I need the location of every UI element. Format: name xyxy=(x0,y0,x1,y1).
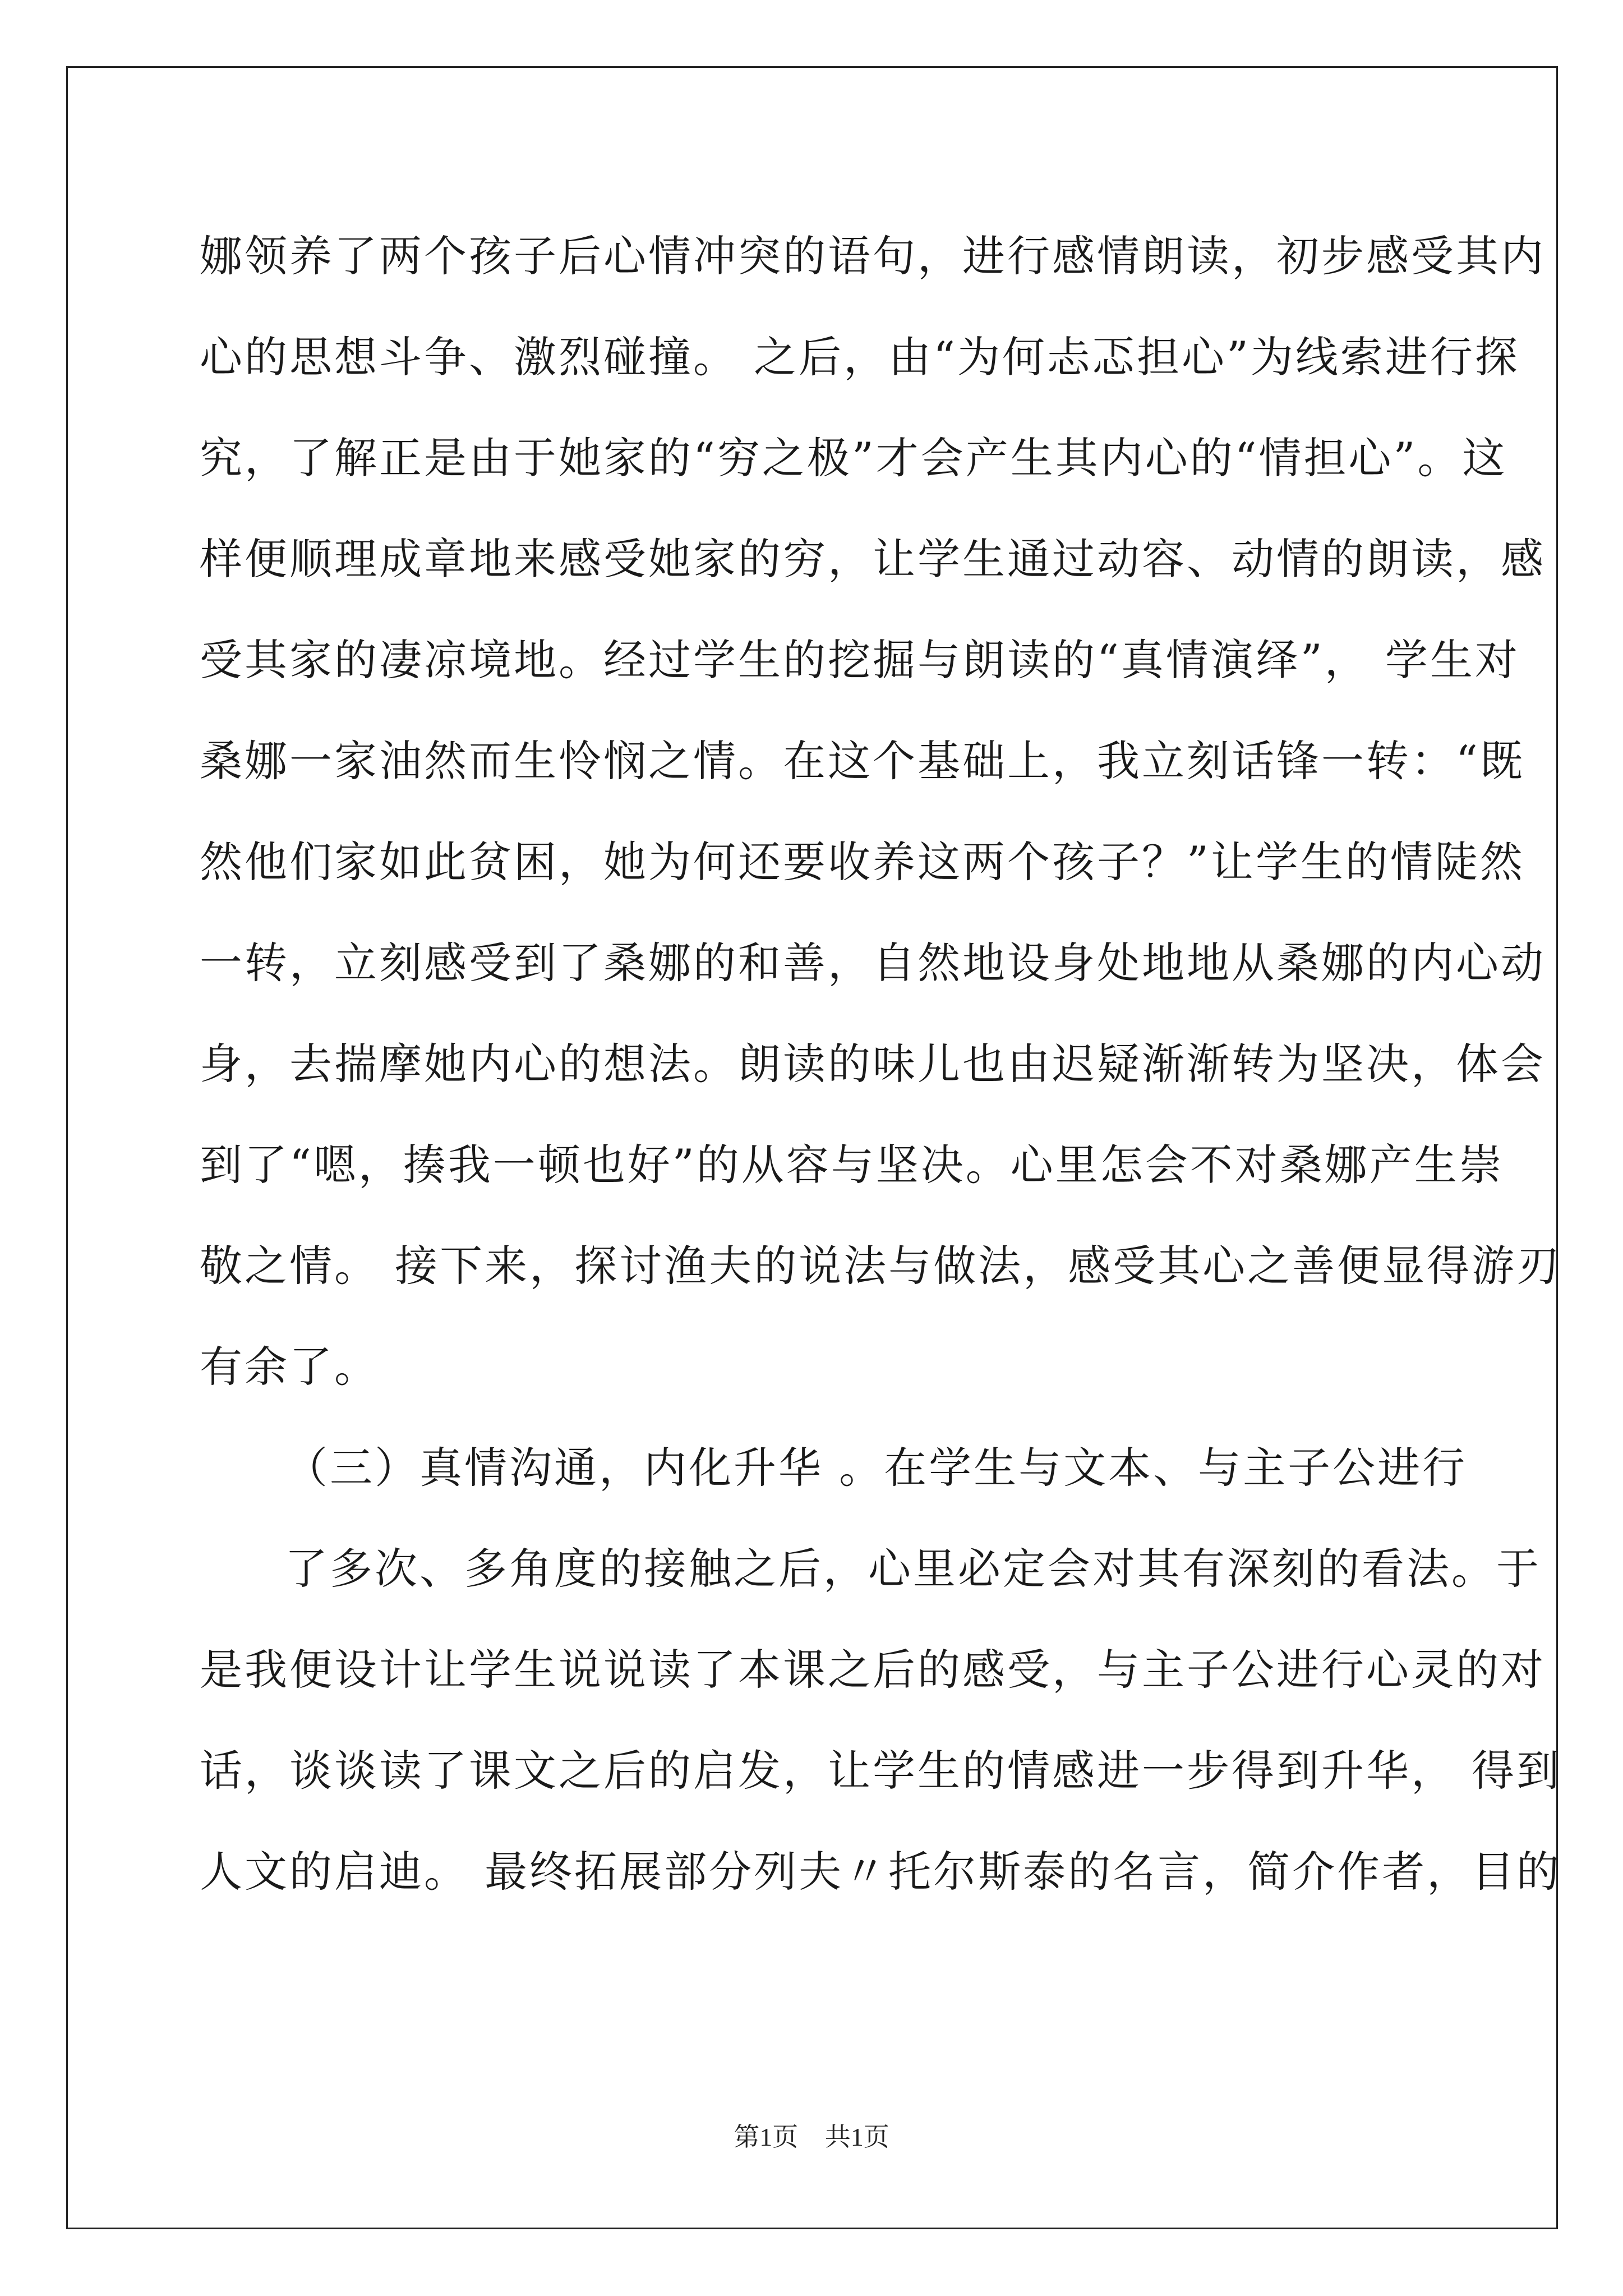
paragraph-line: 受其家的凄凉境地。经过学生的挖掘与朗读的“真情演绎”， 学生对 xyxy=(200,635,1520,685)
paragraph-line: 然他们家如此贫困，她为何还要收养这两个孩子？”让学生的情陡然 xyxy=(200,837,1525,887)
paragraph-line: 人文的启迪。 最终拓展部分列夫〃托尔斯泰的名言，简介作者，目的 xyxy=(200,1847,1562,1897)
paragraph-line: 敬之情。 接下来，探讨渔夫的说法与做法，感受其心之善便显得游刃 xyxy=(200,1241,1562,1291)
paragraph-line: 有余了。 xyxy=(200,1342,379,1392)
paragraph-line: 话，谈谈读了课文之后的启发，让学生的情感进一步得到升华， 得到 xyxy=(200,1746,1562,1796)
page-footer xyxy=(0,2120,1623,2154)
paragraph-line: 样便顺理成章地来感受她家的穷，让学生通过动容、动情的朗读，感 xyxy=(200,534,1546,584)
paragraph-line: 了多次、多角度的接触之后，心里必定会对其有深刻的看法。于 xyxy=(285,1544,1541,1594)
paragraph-line: 桑娜一家油然而生怜悯之情。在这个基础上，我立刻话锋一转：“既 xyxy=(200,736,1525,786)
paragraph-line: 身，去揣摩她内心的想法。朗读的味儿也由迟疑渐渐转为坚决，体会 xyxy=(200,1039,1546,1089)
paragraph-line: 心的思想斗争、激烈碰撞。 之后，由“为何忐忑担心”为线索进行探 xyxy=(200,332,1520,382)
paragraph-line: 究，了解正是由于她家的“穷之极”才会产生其内心的“情担心”。这 xyxy=(200,433,1507,483)
page-number: 第1页 xyxy=(734,2123,799,2151)
paragraph-line: 一转，立刻感受到了桑娜的和善，自然地设身处地地从桑娜的内心动 xyxy=(200,938,1546,988)
paragraph-line: 是我便设计让学生说说读了本课之后的感受，与主子公进行心灵的对 xyxy=(200,1645,1546,1695)
section-heading-line: （三）真情沟通，内化升华 。在学生与文本、与主子公进行 xyxy=(285,1443,1468,1493)
page-total: 共1页 xyxy=(824,2123,889,2151)
paragraph-line: 到了“嗯，揍我一顿也好”的从容与坚决。心里怎会不对桑娜产生崇 xyxy=(200,1140,1504,1190)
paragraph-line: 娜领养了两个孩子后心情冲突的语句，进行感情朗读，初步感受其内 xyxy=(200,231,1546,281)
